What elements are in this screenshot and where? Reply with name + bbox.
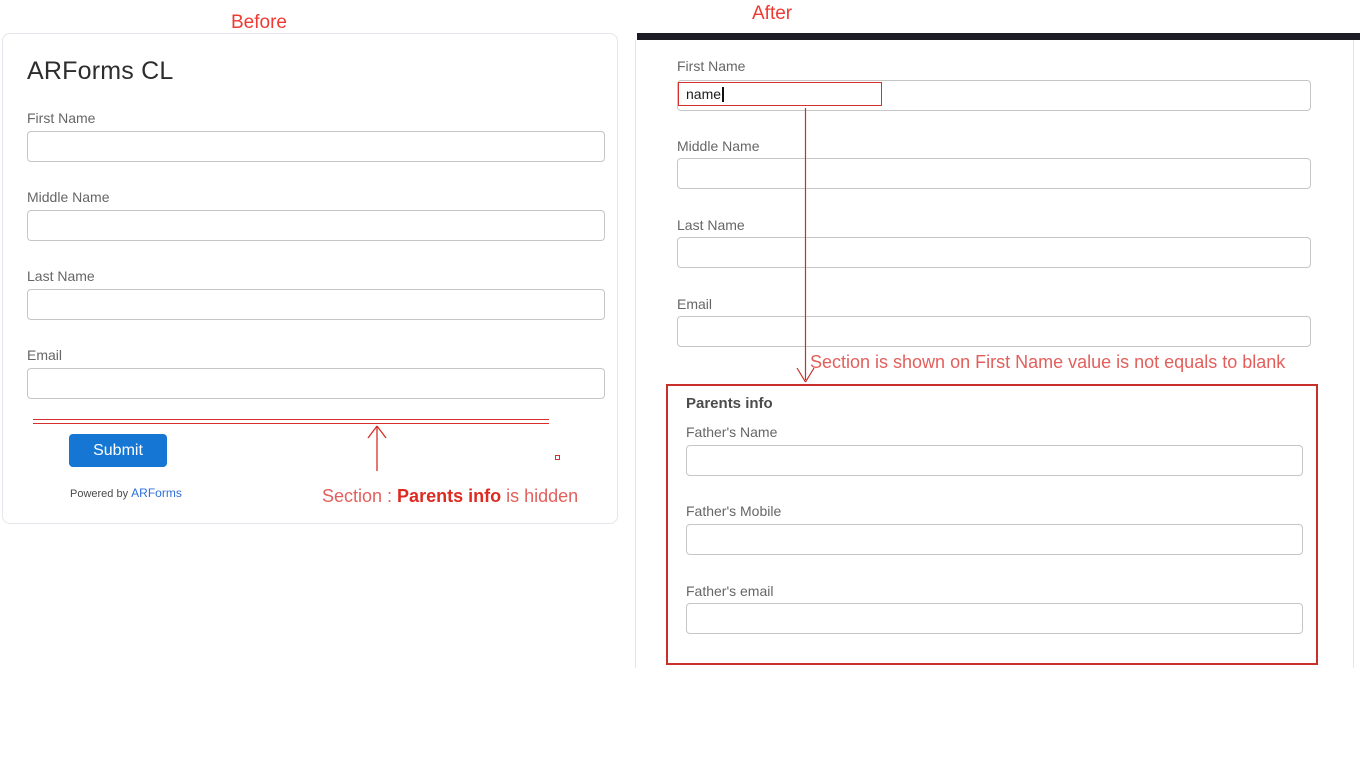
after-last-name-label: Last Name: [677, 217, 745, 233]
before-heading: Before: [231, 12, 287, 33]
after-last-name-input[interactable]: [677, 237, 1311, 268]
fathers-mobile-input[interactable]: [686, 524, 1303, 555]
before-email-label: Email: [27, 347, 63, 363]
text-caret: [722, 87, 724, 102]
after-heading: After: [752, 3, 793, 24]
before-last-name-label: Last Name: [27, 268, 95, 284]
after-panel-topbar: [637, 33, 1360, 40]
typed-value: name: [686, 86, 722, 102]
after-annotation: Section is shown on First Name value is not equals to blank: [810, 352, 1286, 372]
fathers-email-input[interactable]: [686, 603, 1303, 634]
before-annotation-suffix: is hidden: [501, 486, 579, 506]
before-annotation-prefix: Section :: [322, 486, 398, 506]
submit-button[interactable]: Submit: [69, 434, 167, 467]
arforms-link[interactable]: ARForms: [131, 486, 182, 500]
arrow-down-icon: [791, 108, 821, 386]
fathers-mobile-label: Father's Mobile: [686, 503, 782, 519]
before-middle-name-label: Middle Name: [27, 189, 110, 205]
after-middle-name-label: Middle Name: [677, 138, 760, 154]
arrow-up-icon: [361, 423, 393, 473]
form-title: ARForms CL: [27, 57, 174, 85]
after-middle-name-input[interactable]: [677, 158, 1311, 189]
parents-section-title: Parents info: [686, 395, 773, 412]
after-first-name-label: First Name: [677, 58, 746, 74]
fathers-email-label: Father's email: [686, 583, 774, 599]
fathers-name-label: Father's Name: [686, 424, 778, 440]
powered-by: [70, 486, 182, 500]
annotation-dot: [555, 455, 560, 460]
typed-value-highlight: [678, 82, 882, 106]
before-middle-name-input[interactable]: [27, 210, 605, 241]
before-email-input[interactable]: [27, 368, 605, 399]
hidden-section-marker-line: [33, 419, 549, 424]
fathers-name-input[interactable]: [686, 445, 1303, 476]
before-annotation-section-name: Parents info: [397, 486, 502, 506]
before-first-name-input[interactable]: [27, 131, 605, 162]
before-annotation: [322, 486, 578, 507]
after-email-input[interactable]: [677, 316, 1311, 347]
after-email-label: Email: [677, 296, 713, 312]
before-first-name-label: First Name: [27, 110, 96, 126]
before-last-name-input[interactable]: [27, 289, 605, 320]
powered-by-text: Powered by: [70, 488, 129, 500]
